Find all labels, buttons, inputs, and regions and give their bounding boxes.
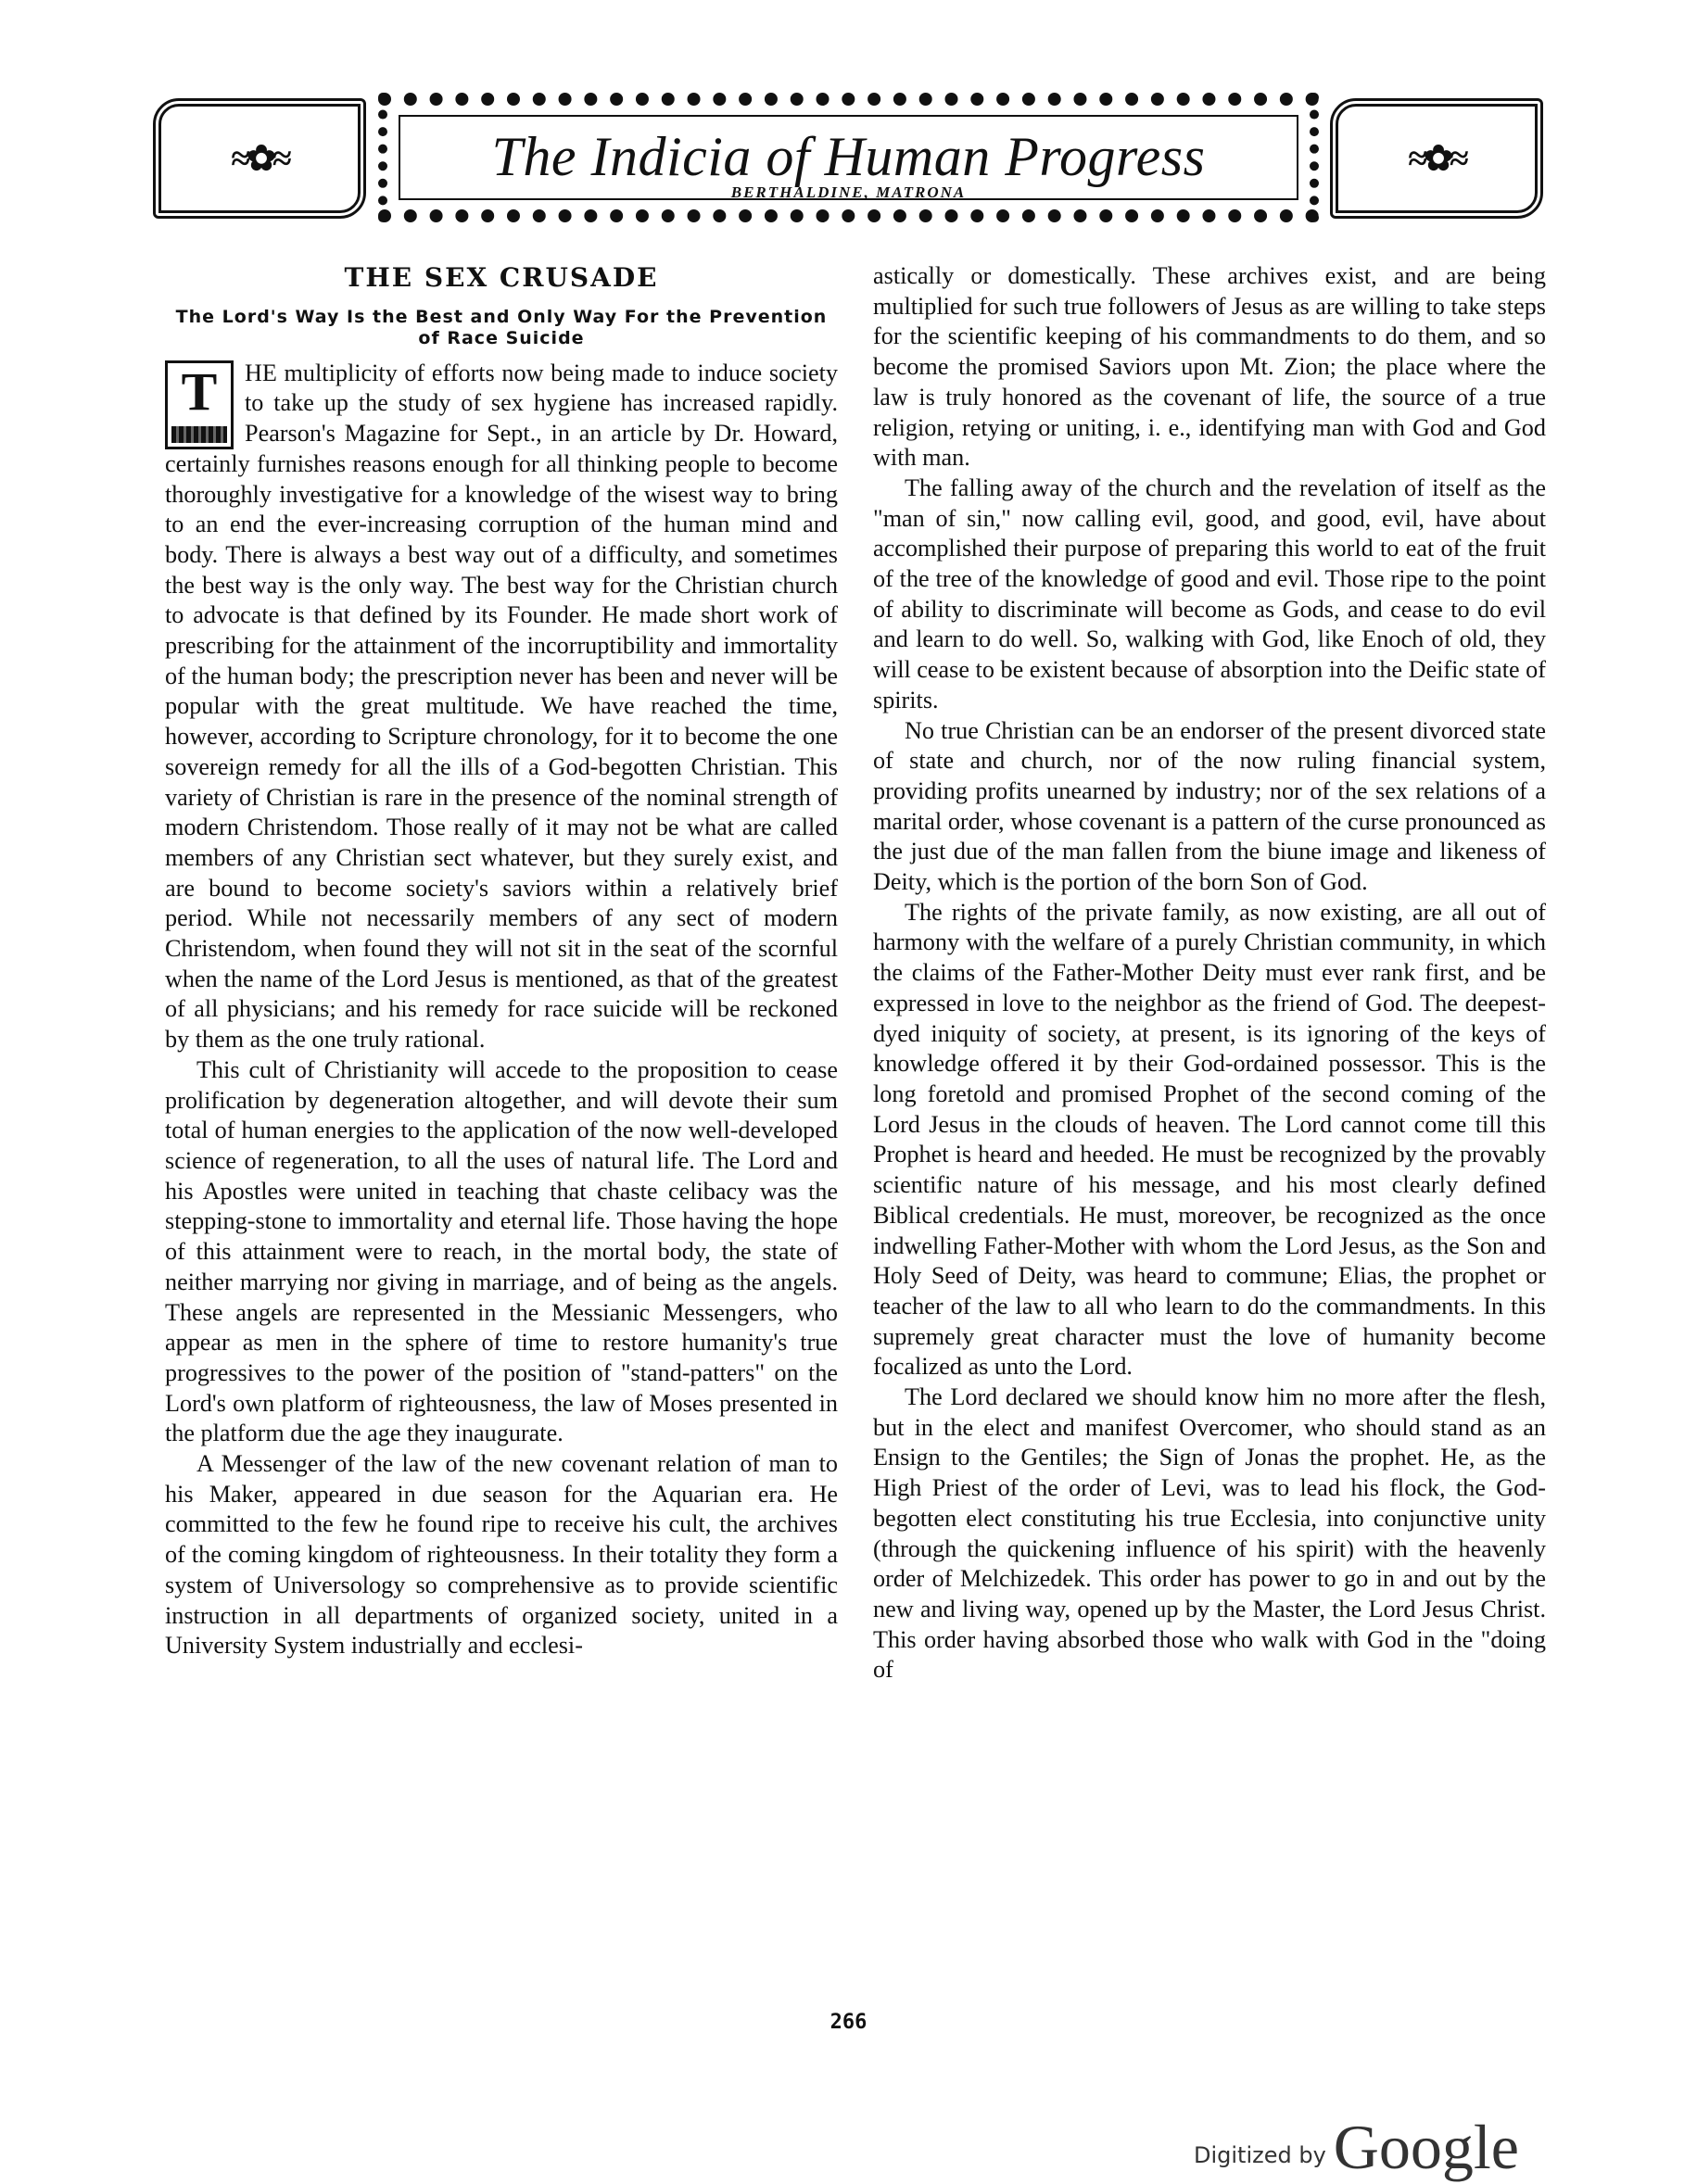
title-frame [378, 93, 1319, 222]
section-title: The Indicia of Human Progress [491, 126, 1206, 187]
drop-cap-ornament [171, 426, 227, 443]
paragraph-2: This cult of Christianity will accede to the proposition to cease prolification by degeneration altogether, and will devote their sum total of human energies to the application of the now well-developed science of regeneration, to all the uses of natural life. The Lord and his Apostles were united in teaching that chaste celibacy was the stepping-stone to immortality and eternal life. Those having the hope of this attainment were to reach, in the mortal body, the state of neither marrying nor giving in marriage, and of being as the angels. These angels are represented in the Messianic Messengers, who appear as men in the sphere of time to restore humanity's true progressives to the power of the position of "stand-patters" on the Lord's own platform of righteousness, the law of Moses presented in the platform due the age they inaugurate. [165, 1055, 838, 1447]
left-ornament-icon: ≈✿≈ [231, 139, 288, 179]
left-ornament-frame [153, 98, 366, 219]
page-number: 266 [830, 2011, 867, 2034]
google-logo: Google [1333, 2112, 1519, 2182]
article-title: THE SEX CRUSADE [344, 262, 659, 293]
paragraph-1-text: HE multiplicity of efforts now being made to induce society to take up the study of sex hygiene has increased rapidly. Pearson's Magazine for Sept., in an article by Dr. Howard, certainly furnishes reasons enough for all thinking people to become thoroughly investigative for a knowledge of the wisest way to bring to an end the ever-increasing corruption of the human mind and body. There is always a best way out of a difficulty, and sometimes the best way is the only way. The best way for the Christian church to advocate is that defined by its Founder. He made short work of prescribing for the attainment of the incorruptibility and immortality of the human body; the prescription never has been and never will be popular with the great multitude. We have reached the time, however, according to Scripture chronology, for it to become the one sovereign remedy for all the ills of a God-begotten Christian. This variety of Christian is rare in the presence of the nominal strength of modern Christendom. Those really of it may not be what are called members of any Christian sect whatever, but they surely exist, and are bound to become society's saviors within a relatively brief period. While not necessarily members of any sect of modern Christendom, when found they will not sit in the seat of the scornful when the name of the Lord Jesus is mentioned, as that of the greatest of all physicians; and his remedy for race suicide will be reckoned by them as the one truly rational. [165, 359, 838, 1054]
right-column [873, 261, 1546, 1685]
masthead-banner [153, 93, 1543, 227]
paragraph-1 [165, 359, 838, 1055]
paragraph-3: A Messenger of the law of the new covenant relation of man to his Maker, appeared in due season for the Aquarian era. He committed to the few he found ripe to receive his cult, the archives of the coming kingdom of righteousness. In their totality they form a system of Universology so comprehensive as to provide scientific instruction in all departments of organized society, united in a University System industrially and ecclesi- [165, 1450, 838, 1660]
section-author: BERTHALDINE, MATRONA [730, 183, 967, 201]
digitized-by-label: Digitized by [1194, 2142, 1326, 2168]
right-ornament-frame [1330, 98, 1543, 219]
title-inner-frame [399, 115, 1298, 200]
drop-cap [165, 360, 234, 449]
article-subtitle: The Lord's Way Is the Best and Only Way For the Prevention of Race Suicide [175, 306, 828, 348]
paragraph-6: No true Christian can be an endorser of the present divorced state of state and church, nor of the now ruling financial system, providing profits unearned by industry; nor of the sex relations of a marital order, whose covenant is a pattern of the curse pronounced as the just due of the man fallen from the biune image and likeness of Deity, which is the portion of the born Son of God. [873, 716, 1546, 896]
right-ornament-icon: ≈✿≈ [1408, 139, 1465, 179]
digitization-credit [1194, 2111, 1519, 2184]
paragraph-5: The falling away of the church and the revelation of itself as the "man of sin," now calling evil, good, and good, evil, have about accomplished their purpose of preparing this world to eat of the fruit of the tree of the knowledge of good and evil. Those ripe to the point of ability to discriminate will become as Gods, and cease to do evil and learn to do well. So, walking with God, like Enoch of old, they will cease to be existent because of absorption into the Deific state of spirits. [873, 473, 1546, 713]
paragraph-8: The Lord declared we should know him no more after the flesh, but in the elect and manifest Overcomer, who should stand as an Ensign to the Gentiles; the Sign of Jonas the prophet. He, as the High Priest of the order of Levi, was to lead his flock, the God-begotten elect constituting his true Ecclesia, into conjunctive unity (through the quickening influence of his spirit) with the heavenly order of Melchizedek. This order has power to go in and out by the new and living way, opened up by the Master, the Lord Jesus Christ. This order having absorbed those who walk with God in the "doing of [873, 1383, 1546, 1684]
paragraph-4: astically or domestically. These archives exist, and are being multiplied for such true followers of Jesus as are willing to take steps for the scientific keeping of his commandments to do them, and so become the promised Saviors upon Mt. Zion; the place where the law is truly honored as the covenant of life, the source of a true religion, retying or uniting, i. e., identifying man with God and God with man. [873, 262, 1546, 472]
paragraph-7: The rights of the private family, as now existing, are all out of harmony with the welfare of a purely Christian community, in which the claims of the Father-Mother Deity must ever rank first, and be expressed in love to the neighbor as the friend of God. The deepest-dyed iniquity of society, at present, is its ignoring of the keys of knowledge offered it by their God-ordained possessor. This is the long foretold and promised Prophet of the second coming of the Lord Jesus in the clouds of heaven. The Lord cannot come till this Prophet is heard and heeded. He must be recognized by the provably scientific nature of his message, and his most clearly defined Biblical credentials. He must, moreover, be recognized as the once indwelling Father-Mother with whom the Lord Jesus, as the Son and Holy Seed of Deity, was heard to commune; Elias, the prophet or teacher of the law to all who learn to do the commandments. In this supremely great character must the love of humanity become focalized as unto the Lord. [873, 898, 1546, 1381]
left-column [165, 261, 838, 1661]
drop-cap-letter: T [181, 360, 218, 422]
